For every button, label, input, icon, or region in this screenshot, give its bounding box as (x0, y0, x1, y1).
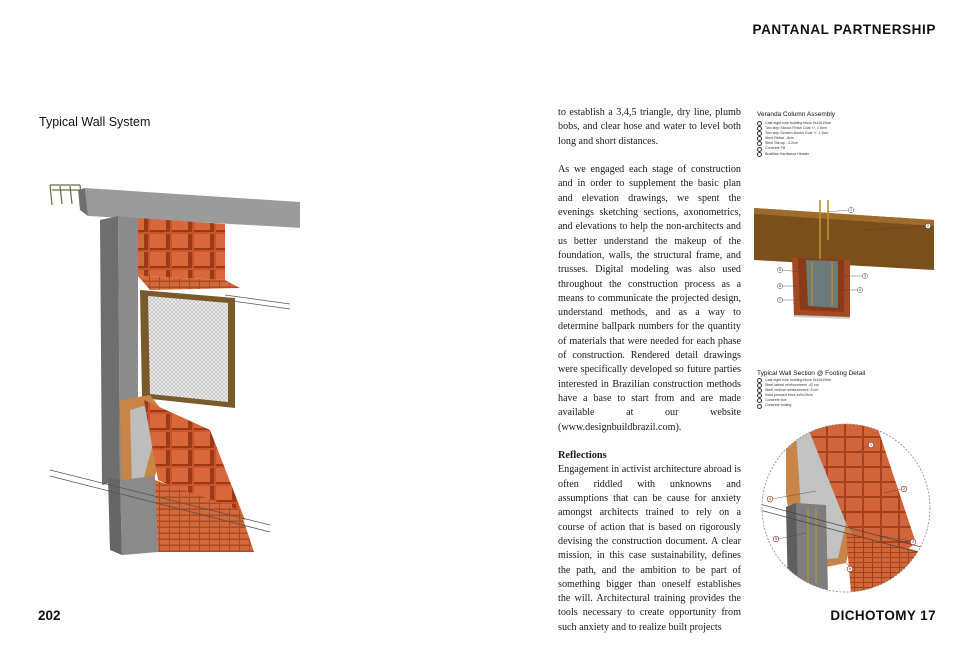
body-paragraph: to establish a 3,4,5 triangle, dry line, plumb bobs, and clear hose and water to level both long and short distances. (558, 107, 741, 147)
marker-5 (777, 267, 782, 272)
legend-item: Concrete box (757, 398, 831, 403)
concrete-footing (120, 476, 158, 555)
page-number: 202 (38, 608, 61, 623)
legend-item: Steel vertical reinforcement .8 cm (757, 388, 831, 393)
column-assembly-legend (757, 121, 831, 157)
svg-text:2: 2 (927, 224, 929, 229)
wall-section-title: Typical Wall Section @ Footing Detail (757, 370, 866, 377)
marker-3 (862, 273, 867, 278)
figure-title: Typical Wall System (39, 115, 151, 129)
legend-item: Two step Stucco Finish Coat +/- 1.5cm (757, 126, 831, 131)
legend-item: Concrete Fill (757, 146, 831, 151)
rebar-stub (50, 185, 82, 205)
svg-text:5: 5 (779, 268, 781, 273)
legend-item: Steel Stirrup - 4.2cm (757, 141, 831, 146)
legend-item: Concrete footing (757, 403, 831, 408)
svg-text:7: 7 (779, 298, 781, 303)
marker-2 (901, 486, 907, 492)
svg-text:3: 3 (864, 274, 866, 279)
column-assembly-title: Veranda Column Assembly (757, 111, 836, 118)
legend-item: Cast eight hole building block 9x19x19cm (757, 121, 831, 126)
svg-text:6: 6 (779, 284, 781, 289)
body-paragraph: As we engaged each stage of construction and in order to supplement the basic plan and elevation drawings, we spent the evenings sketching sections, axonometrics, and elevations to help the non-architects and us better understand the makeup of the foundation, walls, the structural frame, and trusses. Digital modeling was also used throughout the construction process as a means to communicate the projected design, understand methods, and as a way to determine ballpark numbers for the quantity of materials that were needed for each phase of construction. Rendered detail drawings were specifically developed so future parties interested in Brazilian construction methods have a base to start from and are made available at our website (www.designbuildbrazil.com). (558, 164, 741, 433)
marker-4 (767, 496, 773, 502)
legend-item: Two step Scratch Brown Coat +/- 1.5cm (757, 131, 831, 136)
marker-2 (925, 223, 930, 228)
legend-item: Cast eight hole building block 9x19x19cm (757, 378, 831, 383)
marker-6 (777, 283, 782, 288)
svg-text:2: 2 (903, 487, 905, 492)
footing-detail-illustration (756, 423, 936, 593)
marker-7 (777, 297, 782, 302)
brick-infill-upper (138, 218, 225, 280)
section-heading: Reflections (558, 450, 607, 462)
marker-6 (847, 566, 853, 572)
publication-footer: DICHOTOMY 17 (830, 608, 936, 623)
legend-item: Steel lateral reinforcement .42 cm (757, 383, 831, 388)
legend-bullet-icon (757, 152, 762, 157)
wall-system-illustration (40, 180, 300, 575)
marker-1 (848, 207, 853, 212)
marker-4 (857, 287, 862, 292)
svg-text:1: 1 (870, 443, 872, 448)
svg-text:6: 6 (849, 567, 851, 572)
body-paragraph: Engagement in activist architecture abroad is often riddled with unknowns and assumptions that can be cause for anxiety amongst architects trained to rely on a course of action that is based on rigorously devising the construction document. A clear mission, in this case sustainability, defines the path, and the ambition to be part of something bigger than oneself establishes the will. Architectural training provides the tools necessary to create opportunity from such anxiety and to realize built projects (558, 464, 741, 633)
svg-text:1: 1 (850, 208, 852, 213)
marker-5 (773, 536, 779, 542)
svg-text:3: 3 (912, 540, 914, 545)
svg-text:4: 4 (859, 288, 861, 293)
svg-text:5: 5 (775, 537, 777, 542)
publication-header: PANTANAL PARTNERSHIP (752, 22, 936, 37)
legend-item: Steel Rebar - 8cm (757, 136, 831, 141)
body-text-column (558, 106, 741, 635)
legend-item: Brazilian Hardwood Header (757, 152, 831, 157)
svg-text:4: 4 (769, 497, 771, 502)
marker-3 (910, 539, 916, 545)
column-assembly-markers (754, 200, 934, 325)
legend-bullet-icon (757, 147, 762, 152)
legend-item: Solid pressed brick 4x9x19cm (757, 393, 831, 398)
legend-bullet-icon (757, 404, 762, 409)
wall-section-legend (757, 378, 831, 409)
marker-1 (868, 442, 874, 448)
